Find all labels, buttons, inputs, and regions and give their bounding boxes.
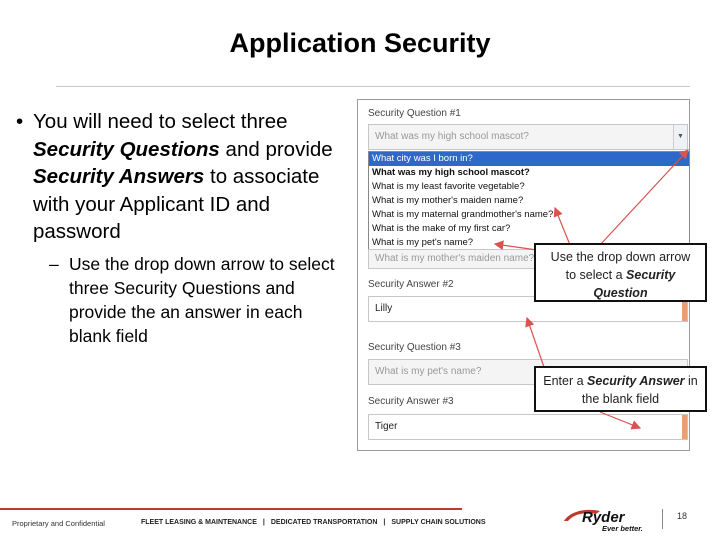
arrow-to-answer2 — [527, 318, 545, 370]
bullet-dash-icon: – — [49, 253, 59, 274]
callout-dropdown-line1: Use the drop down arrow — [550, 250, 691, 264]
bullet-main-text-1: You will need to select three — [33, 110, 288, 133]
footer-nav-item: SUPPLY CHAIN SOLUTIONS — [391, 519, 486, 526]
callout-dropdown-line2 — [536, 266, 705, 284]
footer-confidential: Proprietary and Confidential — [12, 519, 105, 528]
logo-tagline: Ever better. — [602, 524, 643, 532]
q3-select-value: What is my pet's name? — [375, 366, 482, 377]
footer-nav-item: DEDICATED TRANSPORTATION — [270, 519, 378, 526]
footer-separator: | — [262, 519, 265, 526]
q1-label: Security Question #1 — [368, 108, 461, 119]
footer-separator: | — [383, 519, 386, 526]
bullet-main-emphasis-1: Security Questions — [33, 137, 220, 161]
bullet-main-text-2: and provide — [219, 137, 333, 161]
bullet-main-text-3: to associate with your Applicant ID and password — [33, 165, 320, 243]
callout-dropdown-line3-emphasis: Question — [593, 286, 648, 300]
callout-dropdown-line2-text: to select a — [565, 268, 627, 282]
arrow-to-dropdown-top — [600, 150, 688, 245]
dropdown-option[interactable]: What is my least favorite vegetable? — [372, 181, 525, 192]
arrow-to-q3 — [495, 244, 537, 250]
a3-input-value: Tiger — [375, 421, 398, 432]
q1-select-value: What was my high school mascot? — [375, 131, 529, 142]
logo-brand: Ryder — [582, 509, 625, 526]
arrow-to-answer3 — [600, 412, 640, 428]
dropdown-option[interactable]: What is my pet's name? — [372, 237, 474, 248]
callout-answer-line2: the blank field — [581, 392, 660, 406]
footer-divider — [0, 508, 462, 510]
bullet-dot-icon: • — [16, 110, 24, 133]
slide-title: Application Security — [229, 28, 491, 58]
callout-answer-line1 — [536, 372, 705, 390]
q3-label: Security Question #3 — [368, 342, 461, 353]
q2-select-value: What is my mother's maiden name? — [375, 253, 535, 264]
callout-answer-line1-emphasis: Security Answer — [587, 374, 685, 388]
bullet-main-emphasis-2: Security Answers — [33, 165, 205, 188]
footer-nav — [141, 519, 486, 526]
dropdown-option[interactable]: What was my high school mascot? — [372, 167, 530, 178]
dropdown-option[interactable]: What is my maternal grandmother's name? — [372, 209, 554, 220]
callout-answer-line1-text-1: Enter a — [543, 374, 588, 388]
a2-input-value: Lilly — [375, 303, 393, 314]
dropdown-option[interactable]: What city was I born in? — [369, 152, 689, 166]
callout-answer — [534, 366, 707, 412]
page-number-divider — [662, 509, 663, 529]
callout-dropdown-line2-emphasis: Security — [626, 268, 676, 282]
callout-dropdown-line3 — [536, 284, 705, 302]
ryder-logo — [562, 505, 654, 532]
arrow-to-dropdown-options — [555, 208, 570, 245]
a2-label: Security Answer #2 — [368, 279, 454, 290]
callout-answer-line1-text-2: in — [684, 374, 698, 388]
dropdown-option[interactable]: What is my mother's maiden name? — [372, 195, 524, 206]
a3-label: Security Answer #3 — [368, 396, 454, 407]
page-number: 18 — [677, 511, 688, 521]
dropdown-arrow-icon[interactable]: ▼ — [673, 125, 687, 149]
callout-dropdown — [534, 243, 707, 302]
footer-nav-item: FLEET LEASING & MAINTENANCE — [141, 519, 257, 526]
dropdown-option[interactable]: What is the make of my first car? — [372, 223, 511, 234]
bullet-sub-text: Use the drop down arrow to select three Security Questions and provide the an answer in each blank field — [69, 253, 335, 346]
